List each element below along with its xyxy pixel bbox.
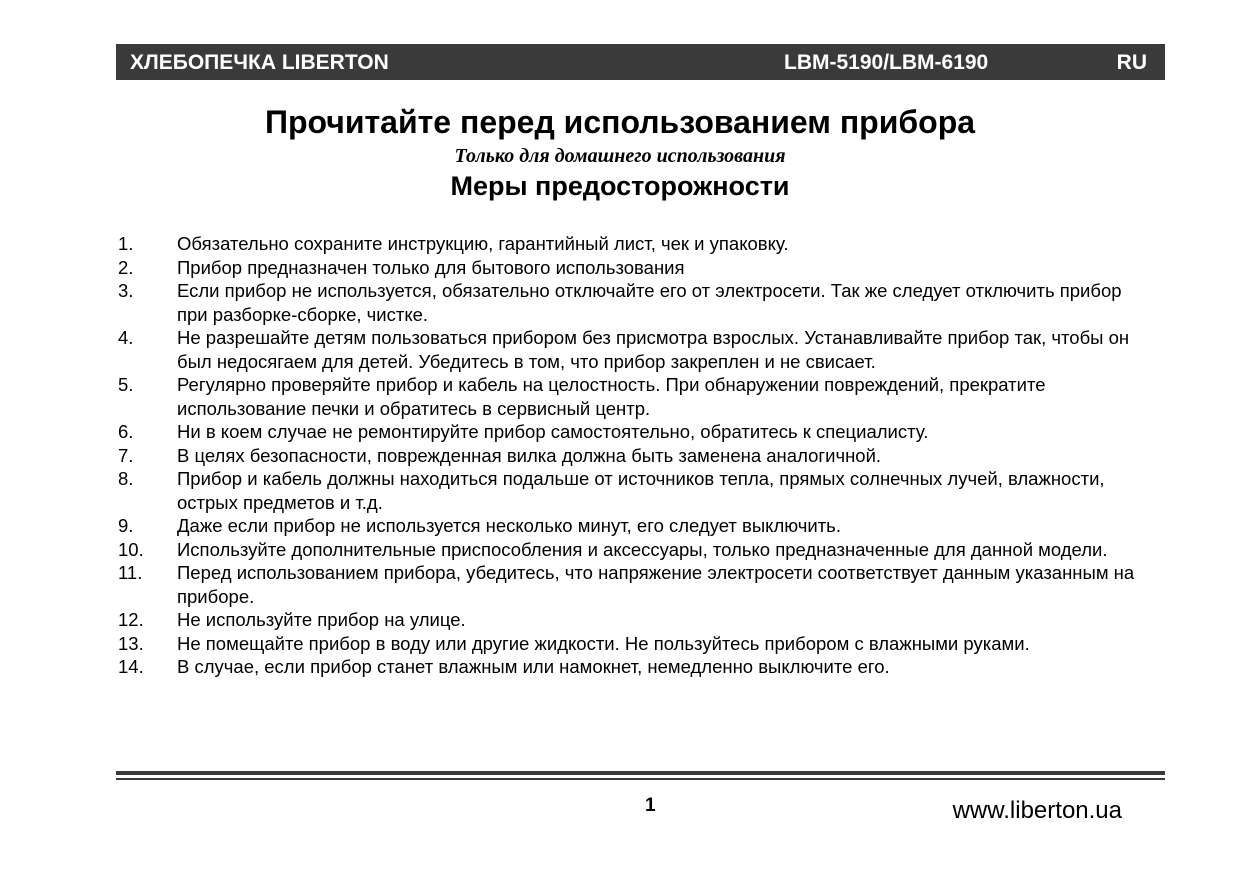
- list-item-number: 8.: [118, 468, 134, 489]
- list-item: [118, 373, 1148, 420]
- product-name: ХЛЕБОПЕЧКА LIBERTON: [130, 51, 389, 74]
- language-code: RU: [1116, 51, 1147, 74]
- list-item-number: 3.: [118, 280, 134, 301]
- list-item: [118, 232, 1148, 256]
- list-item-number: 1.: [118, 233, 134, 254]
- list-item-number: 7.: [118, 444, 134, 466]
- list-item-number: 5.: [118, 374, 134, 395]
- list-item: [118, 256, 1148, 280]
- list-item-text: Регулярно проверяйте прибор и кабель на целостность. При обнаружении повреждений, прекратите использование печки и обратитесь в сервисный центр.: [177, 374, 1046, 419]
- list-item: [118, 444, 1148, 468]
- list-item: [118, 632, 1148, 656]
- precautions-list: [118, 232, 1148, 679]
- website-url: www.liberton.ua: [952, 797, 1122, 824]
- list-item: [118, 279, 1148, 326]
- header-bar: [116, 44, 1165, 80]
- list-item: [118, 467, 1148, 514]
- page-title: Прочитайте перед использованием прибора: [264, 104, 976, 140]
- list-item-text: Прибор и кабель должны находиться подальше от источников тепла, прямых солнечных лучей, влажности, острых предметов и т.д.: [177, 468, 1105, 513]
- list-item: [118, 561, 1148, 608]
- list-item-number: 10.: [118, 538, 144, 560]
- list-item-text: Обязательно сохраните инструкцию, гарантийный лист, чек и упаковку.: [177, 233, 789, 254]
- page-number: 1: [645, 795, 656, 816]
- list-item-number: 6.: [118, 421, 134, 442]
- model-number: LBM-5190/LBM-6190: [784, 51, 989, 74]
- list-item-text: В целях безопасности, поврежденная вилка должна быть заменена аналогичной.: [177, 444, 882, 466]
- list-item-text: Ни в коем случае не ремонтируйте прибор самостоятельно, обратитесь к специалисту.: [177, 421, 929, 442]
- list-item-text: Прибор предназначен только для бытового использования: [177, 256, 685, 278]
- list-item-number: 14.: [118, 656, 144, 677]
- list-item-text: Используйте дополнительные приспособления и аксессуары, только предназначенные для данной модели.: [177, 538, 1108, 560]
- list-item-number: 11.: [118, 562, 143, 583]
- list-item-number: 4.: [118, 327, 134, 348]
- list-item-text: В случае, если прибор станет влажным или намокнет, немедленно выключите его.: [177, 656, 890, 677]
- list-item: [118, 608, 1148, 632]
- list-item-text: Не помещайте прибор в воду или другие жидкости. Не пользуйтесь прибором с влажными руками.: [177, 632, 1030, 654]
- list-item-number: 13.: [118, 632, 144, 654]
- list-item-number: 12.: [118, 609, 144, 630]
- list-item-number: 9.: [118, 515, 134, 536]
- list-item-text: Даже если прибор не используется несколько минут, его следует выключить.: [177, 515, 841, 536]
- footer-divider: [116, 771, 1165, 775]
- list-item-text: Перед использованием прибора, убедитесь, что напряжение электросети соответствует данным указанным на приборе.: [177, 562, 1135, 607]
- list-item: [118, 655, 1148, 679]
- list-item-text: Не разрешайте детям пользоваться прибором без присмотра взрослых. Устанавливайте прибор так, чтобы он был недосягаем для детей. Убедитесь в том, что прибор закреплен и не свисает.: [177, 327, 1130, 372]
- section-title: Меры предосторожности: [450, 171, 790, 201]
- page-subtitle: Только для домашнего использования: [454, 145, 786, 167]
- list-item-text: Если прибор не используется, обязательно отключайте его от электросети. Так же следует отключить прибор при разборке-сборке, чистке.: [177, 280, 1122, 325]
- list-item: [118, 420, 1148, 444]
- list-item: [118, 514, 1148, 538]
- list-item-number: 2.: [118, 256, 134, 278]
- list-item-text: Не используйте прибор на улице.: [177, 609, 466, 630]
- list-item: [118, 538, 1148, 562]
- list-item: [118, 326, 1148, 373]
